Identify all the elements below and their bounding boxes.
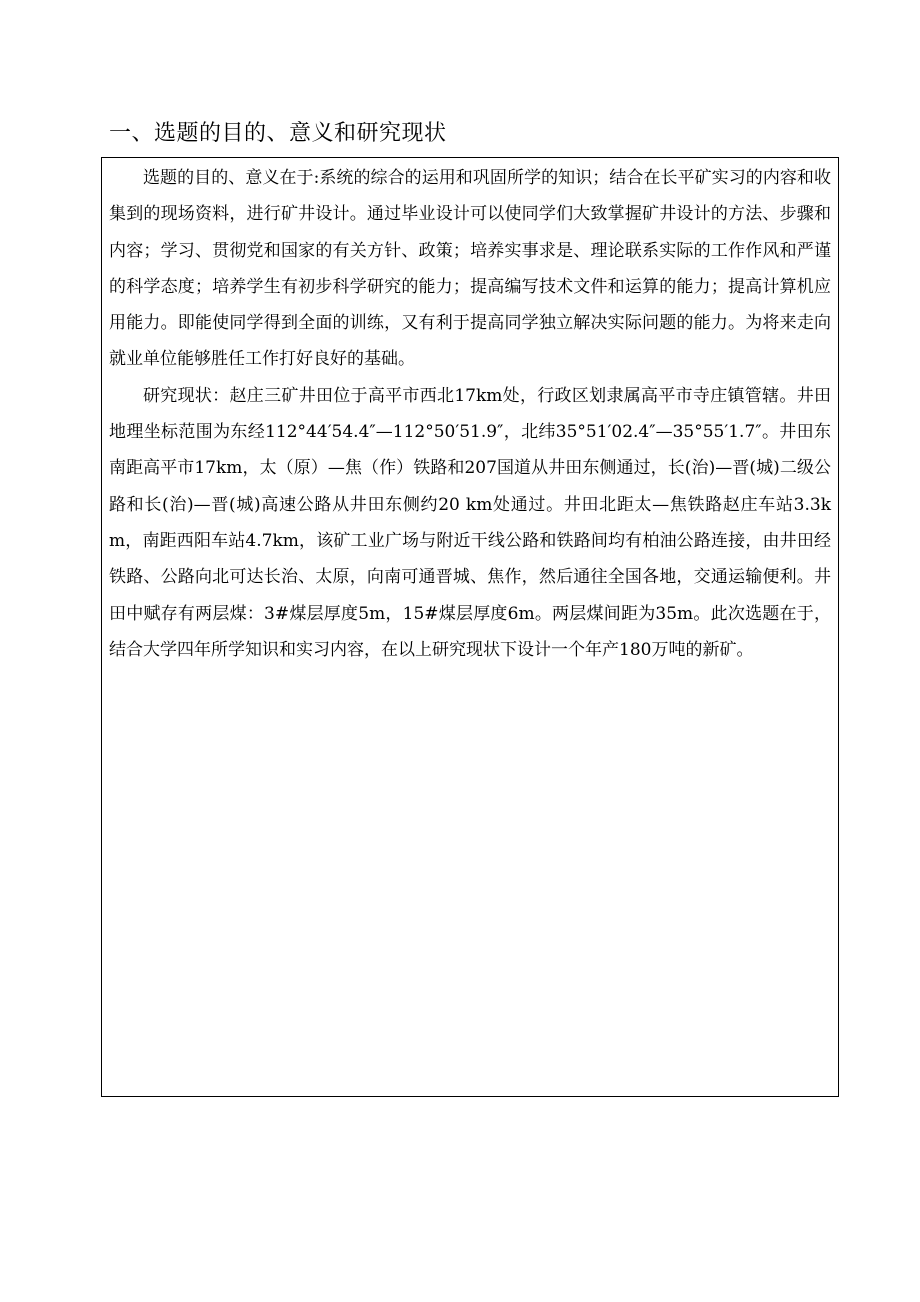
content-box xyxy=(101,157,839,1097)
research-status-paragraph: 研究现状：赵庄三矿井田位于高平市西北17km处，行政区划隶属高平市寺庄镇管辖。井田地理坐标范围为东经112°44′54.4″—112°50′51.9″，北纬35°51′02.4″—35°55′1.7″。井田东南距高平市17km，太（原）—焦（作）铁路和207国道从井田东侧通过，长(治)—晋(城)二级公路和长(治)—晋(城)高速公路从井田东侧约20 km处通过。井田北距太—焦铁路赵庄车站3.3km，南距西阳车站4.7km，该矿工业广场与附近干线公路和铁路间均有柏油公路连接，由井田经铁路、公路向北可达长治、太原，向南可通晋城、焦作，然后通往全国各地，交通运输便利。井田中赋存有两层煤：3#煤层厚度5m，15#煤层厚度6m。两层煤间距为35m。此次选题在于，结合大学四年所学知识和实习内容，在以上研究现状下设计一个年产180万吨的新矿。 xyxy=(109,385,831,660)
purpose-paragraph: 选题的目的、意义在于:系统的综合的运用和巩固所学的知识；结合在长平矿实习的内容和收集到的现场资料，进行矿井设计。通过毕业设计可以使同学们大致掌握矿井设计的方法、步骤和内容；学习、贯彻党和国家的有关方针、政策；培养实事求是、理论联系实际的工作作风和严谨的科学态度；培养学生有初步科学研究的能力；提高编写技术文件和运算的能力；提高计算机应用能力。即能使同学得到全面的训练，又有利于提高同学独立解决实际问题的能力。为将来走向就业单位能够胜任工作打好良好的基础。 xyxy=(109,168,831,370)
section-heading: 一、选题的目的、意义和研究现状 xyxy=(109,121,447,146)
